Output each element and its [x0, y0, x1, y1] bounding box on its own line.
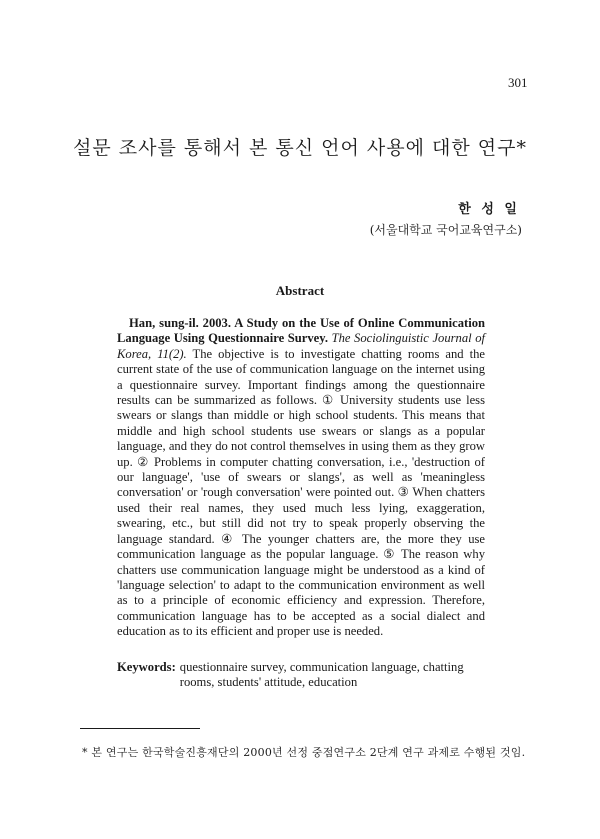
author-name: 한 성 일 [458, 202, 520, 217]
abstract-body [117, 316, 485, 640]
keywords-section [117, 660, 487, 691]
footnote: * 본 연구는 한국학술진흥재단의 2000년 선정 중점연구소 2단계 연구 과제로 수행된 것임. [82, 746, 526, 759]
paper-title: 설문 조사를 통해서 본 통신 언어 사용에 대한 연구* [73, 137, 527, 159]
abstract-text: The objective is to investigate chatting rooms and the current state of the use of communication language on the internet using a questionnaire survey. Important findings among the questionnaire results can be summarized as follows. ① University students use less swears or slangs than middle or high school students. This means that middle and high school students use swears or slangs as a popular language, and they do not control themselves in using them as they grow up. ② Problems in computer chatting conversation, i.e., 'destruction of our language', 'use of swears or slangs', as well as 'meaningless conversation' or 'rough conversation' were pointed out. ③ When chatters used their real names, they used much less lying, exaggeration, swearing, etc., but still did not try to speak properly observing the language standard. ④ The younger chatters are, the more they use communication language as the popular language. ⑤ The reason why chatters use communication language might be understood as a kind of 'language selection' to adapt to the communication environment as well as to a principle of economic efficiency and expression. Therefore, communication language has to be accepted as a social dialect and education as to its efficient and proper use is needed. [117, 346, 486, 639]
keywords-list: questionnaire survey, communication language, chatting rooms, students' attitude, education [179, 660, 464, 690]
footnote-divider [80, 728, 200, 729]
citation-text: Han, sung-il. 2003. A Study on the Use of Online Communication Language Using Questionnaire Survey. [117, 316, 485, 346]
page-number: 301 [508, 75, 528, 90]
keywords-label: Keywords: [117, 660, 176, 674]
author-affiliation: (서울대학교 국어교육연구소) [369, 223, 522, 237]
abstract-heading: Abstract [275, 283, 325, 298]
journal-name: The Sociolinguistic Journal of Korea, 11(2). [117, 331, 485, 361]
